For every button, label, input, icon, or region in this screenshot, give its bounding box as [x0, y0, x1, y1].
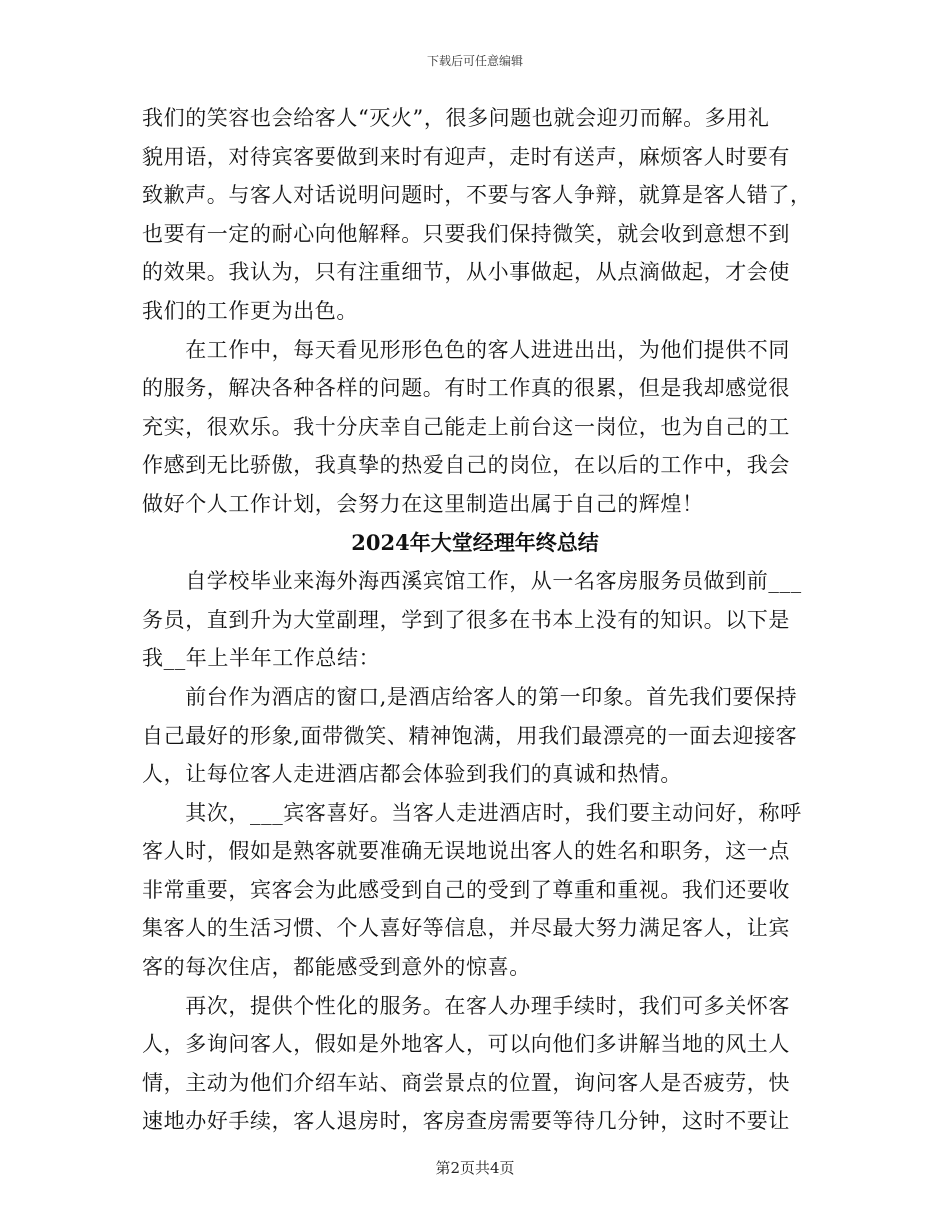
text-line: 我们的笑容也会给客人“灭火”，很多问题也就会迎刃而解。多用礼	[142, 106, 770, 130]
text-line: 非常重要，宾客会为此感受到自己的受到了尊重和重视。我们还要收	[142, 877, 790, 902]
text-line: 我__年上半年工作总结：	[142, 646, 381, 671]
text-line: 情，主动为他们介绍车站、商尝景点的位置，询问客人是否疲劳，快	[142, 1070, 790, 1095]
text-line: 务员，直到升为大堂副理，学到了很多在书本上没有的知识。以下是	[142, 607, 790, 632]
text-line: 的效果。我认为，只有注重细节，从小事做起，从点滴做起，才会使	[142, 260, 790, 285]
text-line: 在工作中，每天看见形形色色的客人进进出出，为他们提供不同	[142, 337, 790, 362]
text-line: 前台作为酒店的窗口,是酒店给客人的第一印象。首先我们要保持	[142, 684, 798, 709]
text-line: 其次，___宾客喜好。当客人走进酒店时，我们要主动问好，称呼	[142, 800, 802, 825]
text-line: 再次，提供个性化的服务。在客人办理手续时，我们可多关怀客	[142, 993, 790, 1018]
text-line: 人，让每位客人走进酒店都会体验到我们的真诚和热情。	[142, 762, 682, 787]
text-line: 我们的工作更为出色。	[142, 298, 358, 323]
text-line: 客人时，假如是熟客就要准确无误地说出客人的姓名和职务，这一点	[142, 839, 790, 864]
text-line: 集客人的生活习惯、个人喜好等信息，并尽最大努力满足客人，让宾	[142, 916, 790, 941]
page-number: 第2页共4页	[435, 1159, 515, 1177]
document-body	[142, 99, 812, 1141]
section-title: 2024年大堂经理年终总结	[351, 529, 599, 555]
text-line: 作感到无比骄傲，我真挚的热爱自己的岗位，在以后的工作中，我会	[142, 453, 790, 478]
text-line: 自学校毕业来海外海西溪宾馆工作，从一名客房服务员做到前___	[142, 569, 802, 594]
text-line: 的服务，解决各种各样的问题。有时工作真的很累，但是我却感觉很	[142, 376, 790, 401]
text-line: 速地办好手续，客人退房时，客房查房需要等待几分钟，这时不要让	[142, 1109, 790, 1134]
text-line: 自己最好的形象,面带微笑、精神饱满，用我们最漂亮的一面去迎接客	[142, 723, 798, 748]
text-line: 充实，很欢乐。我十分庆幸自己能走上前台这一岗位，也为自己的工	[142, 414, 790, 439]
text-line: 貌用语，对待宾客要做到来时有迎声，走时有送声，麻烦客人时要有	[142, 144, 790, 169]
text-line: 也要有一定的耐心向他解释。只要我们保持微笑，就会收到意想不到	[142, 221, 790, 246]
text-line: 做好个人工作计划，会努力在这里制造出属于自己的辉煌！	[142, 491, 704, 516]
text-line: 人，多询问客人，假如是外地客人，可以向他们多讲解当地的风土人	[142, 1032, 790, 1057]
page-header-note: 下载后可任意编辑	[426, 54, 523, 68]
text-line: 致歉声。与客人对话说明问题时，不要与客人争辩，就算是客人错了，	[142, 183, 812, 208]
text-line: 客的每次住店，都能感受到意外的惊喜。	[142, 955, 531, 980]
